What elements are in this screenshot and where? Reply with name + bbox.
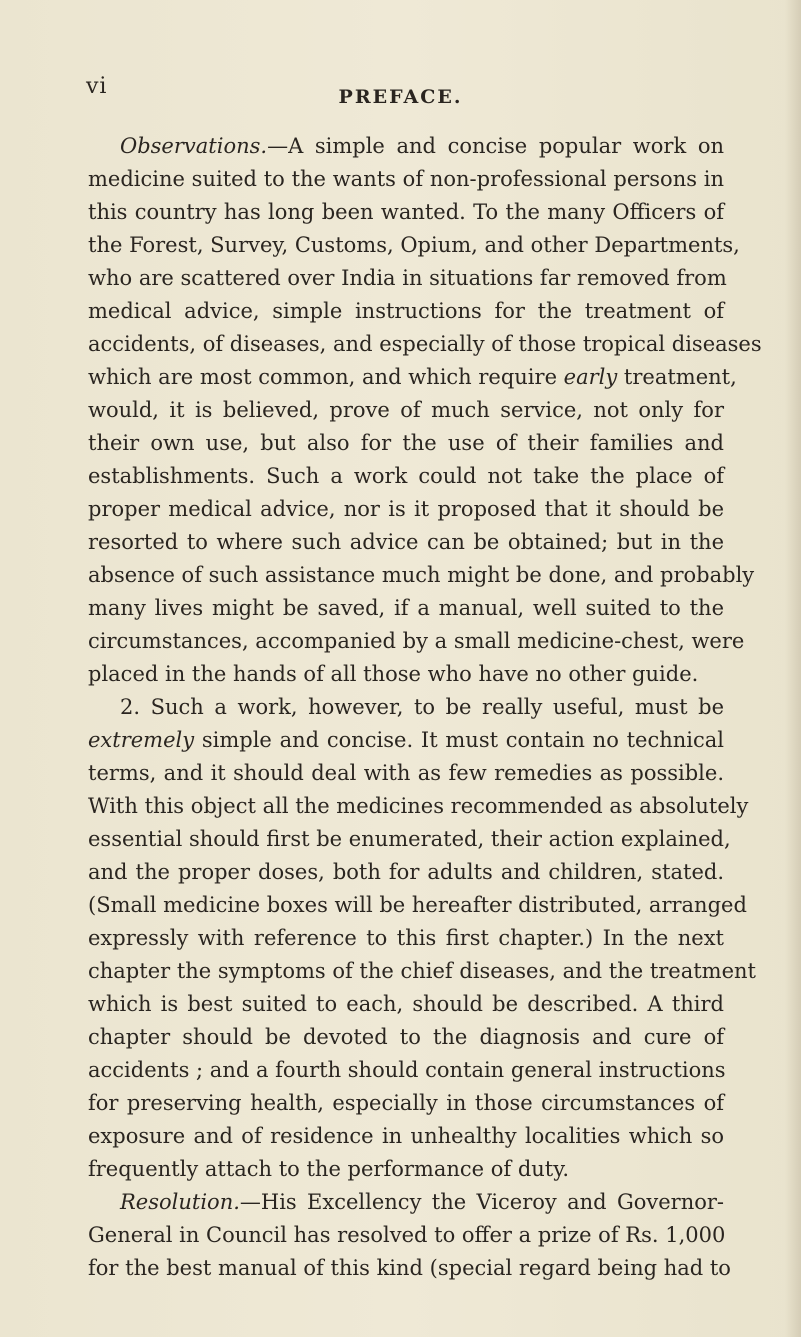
text-line: With this object all the medicines recommended as absolutely [88, 794, 749, 818]
text-line: extremely simple and concise. It must contain no technical [88, 728, 724, 752]
text-line: many lives might be saved, if a manual, well suited to the [88, 596, 724, 620]
page-number: vi [86, 74, 108, 99]
text-line: medicine suited to the wants of non-professional persons in [88, 167, 724, 191]
text-line: the Forest, Survey, Customs, Opium, and other Departments, [88, 233, 740, 257]
text-line: expressly with reference to this first chapter.) In the next [88, 926, 724, 950]
text-line: resorted to where such advice can be obtained; but in the [88, 530, 724, 554]
text-line: and the proper doses, both for adults and children, stated. [88, 860, 724, 884]
text-line: medical advice, simple instructions for the treatment of [88, 299, 724, 323]
text-line: establishments. Such a work could not take the place of [88, 464, 724, 488]
text-line: which is best suited to each, should be described. A third [88, 992, 724, 1016]
text-line: Observations.—A simple and concise popular work on [120, 134, 724, 158]
text-line: for the best manual of this kind (special regard being had to [88, 1256, 731, 1280]
text-line: (Small medicine boxes will be hereafter distributed, arranged [88, 893, 747, 917]
text-line: which are most common, and which require early treatment, [88, 365, 737, 389]
text-line: 2. Such a work, however, to be really useful, must be [120, 695, 724, 719]
text-line: circumstances, accompanied by a small medicine-chest, were [88, 629, 745, 653]
text-line: terms, and it should deal with as few remedies as possible. [88, 761, 724, 785]
text-line: chapter should be devoted to the diagnosis and cure of [88, 1025, 724, 1049]
text-line: exposure and of residence in unhealthy localities which so [88, 1124, 724, 1148]
text-line: placed in the hands of all those who have no other guide. [88, 662, 699, 686]
text-line: chapter the symptoms of the chief diseases, and the treatment [88, 959, 756, 983]
body-text [88, 130, 762, 1285]
running-head: PREFACE. [338, 86, 463, 108]
page-edge-shadow [785, 0, 801, 1337]
text-line: absence of such assistance much might be done, and probably [88, 563, 755, 587]
text-line: Resolution.—His Excellency the Viceroy and Governor- [120, 1190, 724, 1214]
text-line: who are scattered over India in situations far removed from [88, 266, 727, 290]
text-line: would, it is believed, prove of much service, not only for [88, 398, 724, 422]
text-line: accidents ; and a fourth should contain general instructions [88, 1058, 726, 1082]
text-line: their own use, but also for the use of their families and [88, 431, 724, 455]
text-line: frequently attach to the performance of duty. [88, 1157, 569, 1181]
text-line: for preserving health, especially in those circumstances of [88, 1091, 724, 1115]
text-line: accidents, of diseases, and especially of those tropical diseases [88, 332, 762, 356]
text-line: essential should first be enumerated, their action explained, [88, 827, 731, 851]
text-line: General in Council has resolved to offer a prize of Rs. 1,000 [88, 1223, 726, 1247]
text-line: proper medical advice, nor is it proposed that it should be [88, 497, 724, 521]
text-line: this country has long been wanted. To the many Officers of [88, 200, 724, 224]
